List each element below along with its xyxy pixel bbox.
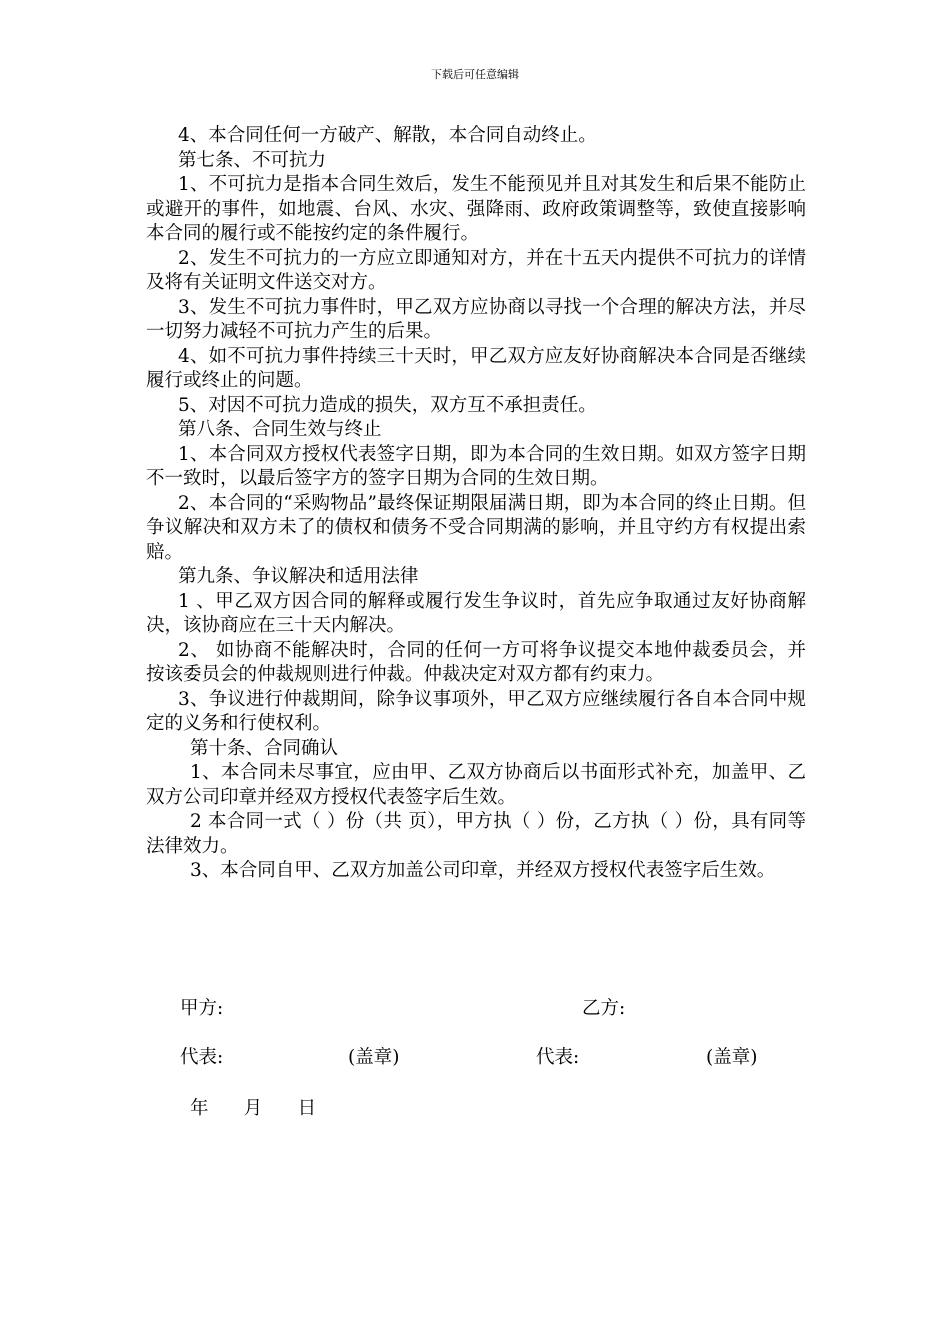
rep-b-label: 代表: bbox=[536, 1047, 580, 1068]
clause-paragraph: 1、本合同未尽事宜，应由甲、乙双方协商后以书面形式补充，加盖甲、乙双方公司印章并经双方授权代表签字后生效。 bbox=[146, 762, 806, 808]
clause-paragraph: 3、本合同自甲、乙双方加盖公司印章，并经双方授权代表签字后生效。 bbox=[190, 860, 776, 881]
clause-paragraph: 5、对因不可抗力造成的损失，双方互不承担责任。 bbox=[178, 394, 597, 416]
clause-paragraph: 4、本合同任何一方破产、解散，本合同自动终止。 bbox=[178, 125, 597, 146]
clause-paragraph: 2、本合同的“采购物品”最终保证期限届满日期，即为本合同的终止日期。但争议解决和双方未了的债权和债务不受合同期满的影响，并且守约方有权提出索赔。 bbox=[146, 492, 806, 563]
clause-paragraph: 2、 如协商不能解决时，合同的任何一方可将争议提交本地仲裁委员会，并按该委员会的仲裁规则进行仲裁。仲裁决定对双方都有约束力。 bbox=[146, 639, 806, 685]
clause-paragraph: 1、不可抗力是指本合同生效后，发生不能预见并且对其发生和后果不能防止或避开的事件，如地震、台风、水灾、强降雨、政府政策调整等，致使直接影响本合同的履行或不能按约定的条件履行。 bbox=[146, 174, 806, 244]
article-heading: 第七条、不可抗力 bbox=[178, 149, 327, 171]
party-a-label: 甲方: bbox=[180, 998, 224, 1019]
clause-paragraph: 1 、甲乙双方因合同的解释或履行发生争议时，首先应争取通过友好协商解决，该协商应在三十天内解决。 bbox=[146, 590, 806, 636]
seal-a-label: (盖章) bbox=[348, 1047, 400, 1068]
clause-paragraph: 2、发生不可抗力的一方应立即通知对方，并在十五天内提供不可抗力的详情及将有关证明文件送交对方。 bbox=[146, 247, 806, 293]
document-body bbox=[146, 124, 806, 884]
clause-paragraph: 3、发生不可抗力事件时，甲乙双方应协商以寻找一个合理的解决方法，并尽一切努力减轻不可抗力产生的后果。 bbox=[146, 296, 806, 342]
signing-date: 年 月 日 bbox=[190, 1098, 317, 1119]
clause-paragraph: 3、争议进行仲裁期间，除争议事项外，甲乙双方应继续履行各自本合同中规定的义务和行使权利。 bbox=[146, 688, 806, 734]
clause-paragraph: 1、本合同双方授权代表签字日期，即为本合同的生效日期。如双方签字日期不一致时，以最后签字方的签字日期为合同的生效日期。 bbox=[146, 443, 806, 489]
article-heading: 第九条、争议解决和适用法律 bbox=[178, 566, 419, 587]
party-b-label: 乙方: bbox=[582, 998, 626, 1019]
page-header: 下载后可任意编辑 bbox=[431, 68, 519, 81]
rep-a-label: 代表: bbox=[180, 1047, 224, 1068]
article-heading: 第十条、合同确认 bbox=[190, 737, 339, 759]
seal-b-label: (盖章) bbox=[706, 1047, 758, 1068]
article-heading: 第八条、合同生效与终止 bbox=[178, 419, 382, 440]
clause-paragraph: 4、如不可抗力事件持续三十天时，甲乙双方应友好协商解决本合同是否继续履行或终止的问题。 bbox=[146, 345, 806, 391]
clause-paragraph: 2 本合同一式（ ）份（共 页），甲方执（ ）份，乙方执（ ）份，具有同等法律效力。 bbox=[146, 811, 806, 857]
